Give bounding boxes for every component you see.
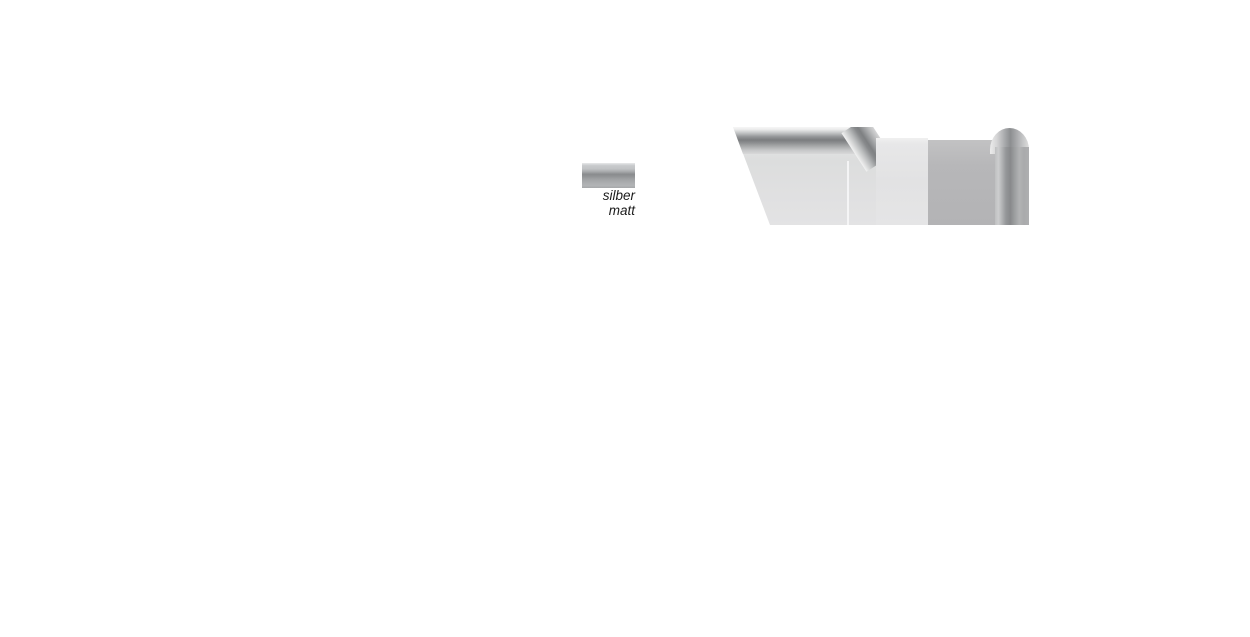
- photo-vertical-profile-strip: [995, 147, 1029, 225]
- photo-front-panel-middle: [876, 138, 928, 225]
- photo-panel-seam: [847, 161, 849, 225]
- finish-swatch-label-line2: matt: [608, 202, 635, 218]
- product-detail-photo: [733, 127, 1029, 225]
- finish-swatch-label-line1: silber: [602, 188, 635, 203]
- finish-swatch-label: [555, 189, 635, 218]
- finish-swatch-silber-matt[interactable]: [582, 163, 635, 188]
